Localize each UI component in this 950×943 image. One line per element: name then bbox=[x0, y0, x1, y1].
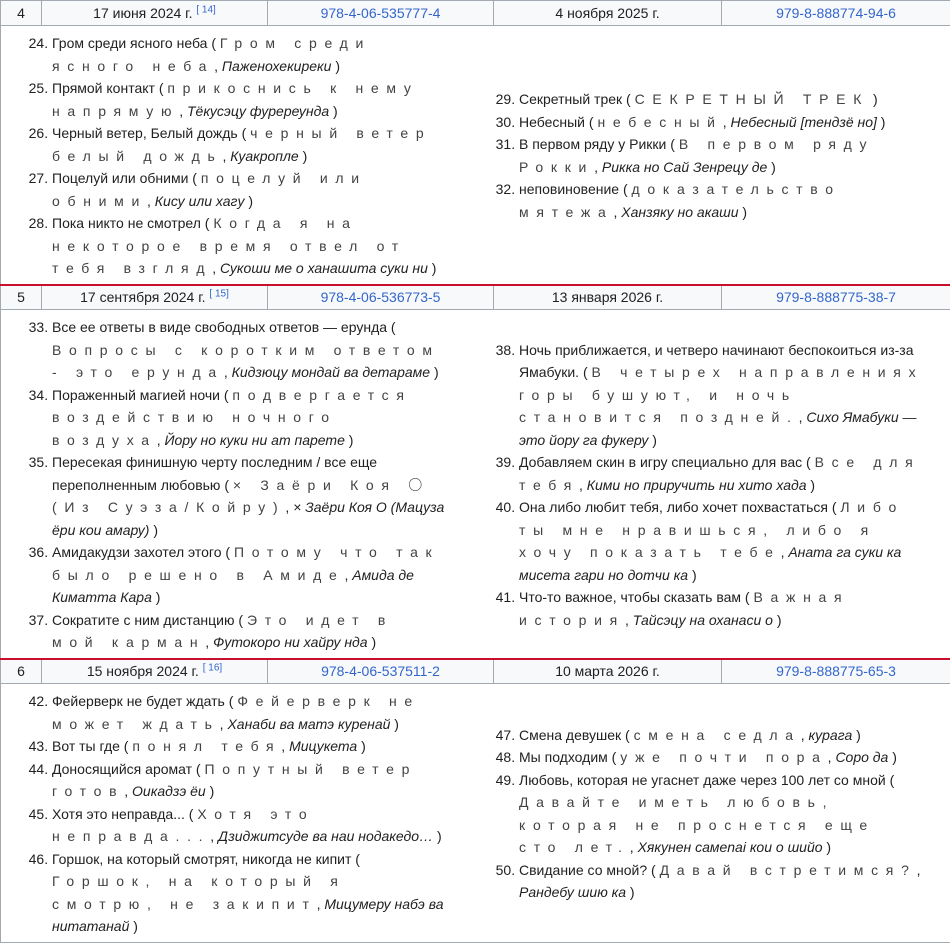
chapter-title: В первом ряду у Рикки bbox=[519, 136, 666, 152]
chapter-title: Любовь, которая не угаснет даже через 100 лет со мной bbox=[519, 772, 886, 788]
chapter-title: Что-то важное, чтобы сказать вам bbox=[519, 589, 741, 605]
japanese-release-date bbox=[42, 285, 268, 310]
chapter-romanization: Оикадзэ ёи bbox=[132, 783, 206, 799]
chapter-romanization: Ханзяку но акаши bbox=[621, 204, 738, 220]
chapter-list-left bbox=[1, 690, 460, 938]
chapter-column-left bbox=[1, 32, 468, 280]
chapter-japanese-title: небесный bbox=[597, 114, 722, 130]
english-release-date: 13 января 2026 г. bbox=[494, 285, 722, 310]
chapter-item: 39. Добавляем скин в игру специально для вас ( Все для тебя, Кими но приручить ни хито хада ) bbox=[519, 451, 935, 496]
chapter-japanese-title: Это идет в мой карман bbox=[52, 612, 393, 651]
chapter-japanese-title: Хотя это неправда... bbox=[52, 806, 314, 845]
chapter-title: неповиновение bbox=[519, 181, 619, 197]
chapter-column-right bbox=[468, 316, 935, 654]
chapter-item: 34. Пораженный магией ночи ( подвергается воздействию ночного воздуха, Йору но куки ни ат парете ) bbox=[52, 384, 460, 452]
japanese-release-date-text: 15 ноября 2024 г. bbox=[87, 663, 199, 679]
english-release-date: 4 ноября 2025 г. bbox=[494, 1, 722, 26]
chapter-japanese-title: поцелуй или обними bbox=[52, 170, 367, 209]
japanese-isbn-link[interactable]: 978-4-06-537511-2 bbox=[268, 659, 494, 684]
chapter-title: Мы подходим bbox=[519, 749, 608, 765]
chapter-japanese-title: × Заёри Коя 〇(Из Суэза/Койру) bbox=[52, 477, 430, 516]
english-isbn-link[interactable]: 979-8-888774-94-6 bbox=[722, 1, 950, 26]
chapter-title: Секретный трек bbox=[519, 91, 622, 107]
chapter-item: 25. Прямой контакт ( прикоснись к нему напрямую, Тёкусэцу фуререунда ) bbox=[52, 77, 460, 122]
chapter-item: 37. Сократите с ним дистанцию ( Это идет в мой карман, Футокоро ни хайру нда ) bbox=[52, 609, 460, 654]
chapter-item: 40. Она либо любит тебя, либо хочет похвастаться ( Либо ты мне нравишься, либо я хочу показать тебе, Аната га суки ка мисета гари но дотчи ка ) bbox=[519, 496, 935, 586]
chapter-item: 28. Пока никто не смотрел ( Когда я на некоторое время отвел от тебя взгляд, Сукоши ме о ханашита суки ни ) bbox=[52, 212, 460, 280]
chapter-item: 49. Любовь, которая не угаснет даже через 100 лет со мной ( Давайте иметь любовь, которая не проснется еще сто лет., Хякунен самenai кои о шийо ) bbox=[519, 769, 935, 859]
volume-chapters-row bbox=[1, 26, 950, 285]
chapter-title: Все ее ответы в виде свободных ответов — ерунда bbox=[52, 319, 387, 335]
chapter-romanization: Кими но приручить ни хито хада bbox=[587, 477, 807, 493]
chapter-japanese-title: Когда я на некоторое время отвел от тебя взгляд bbox=[52, 215, 406, 276]
chapter-japanese-title: Попутный ветер готов bbox=[52, 761, 417, 800]
chapter-japanese-title: В четырех направлениях горы бушуют, и ночь становится поздней. bbox=[519, 364, 923, 425]
reference-link[interactable]: [ 15] bbox=[209, 289, 228, 300]
chapter-item: 26. Черный ветер, Белый дождь ( черный ветер белый дождь, Куакропле ) bbox=[52, 122, 460, 167]
chapter-list-left bbox=[1, 316, 460, 654]
volume-chapters-row bbox=[1, 310, 950, 659]
chapter-item: 47. Смена девушек ( смена седла, курага ) bbox=[519, 724, 935, 747]
chapter-item: 44. Доносящийся аромат ( Попутный ветер готов, Оикадзэ ёи ) bbox=[52, 758, 460, 803]
japanese-release-date bbox=[42, 1, 268, 26]
chapter-japanese-title: Вопросы с коротким ответом - это ерунда bbox=[52, 342, 440, 381]
chapter-title: Небесный bbox=[519, 114, 585, 130]
chapter-romanization: Сихо Ямабуки — это йору га фукеру bbox=[519, 409, 917, 448]
reference-link[interactable]: [ 16] bbox=[203, 663, 222, 674]
chapter-item: 31. В первом ряду у Рикки ( В первом ряду Рокки, Рикка но Сай Зенрецу де ) bbox=[519, 133, 935, 178]
chapter-title: Хотя это неправда... bbox=[52, 806, 185, 822]
chapter-romanization: Тайсэцу на оханаси о bbox=[633, 612, 773, 628]
chapter-title: Пересекая финишную черту последним / все еще переполненным любовью bbox=[52, 454, 377, 493]
chapter-item: 38. Ночь приближается, и четверо начинают беспокоиться из-за Ямабуки. ( В четырех направлениях горы бушуют, и ночь становится поздней., Сихо Ямабуки — это йору га фукеру ) bbox=[519, 339, 935, 452]
chapter-romanization: Кису или хагу bbox=[155, 193, 245, 209]
chapter-japanese-title: подвергается воздействию ночного воздуха bbox=[52, 387, 412, 448]
chapter-list-right bbox=[468, 339, 935, 632]
chapter-item: 32. неповиновение ( доказательство мятежа, Ханзяку но акаши ) bbox=[519, 178, 935, 223]
chapter-japanese-title: Фейерверк не может ждать bbox=[52, 693, 420, 732]
chapter-list-right bbox=[468, 724, 935, 904]
chapter-romanization: Куакропле bbox=[230, 148, 298, 164]
chapter-romanization: Аната га суки ка мисета гари но дотчи ка bbox=[519, 544, 901, 583]
chapter-title: Вот ты где bbox=[52, 738, 120, 754]
chapter-japanese-title: прикоснись к нему напрямую bbox=[52, 80, 419, 119]
chapter-romanization: Сукоши ме о ханашита суки ни bbox=[220, 260, 428, 276]
chapter-japanese-title: Потому что так было решено в Амиде bbox=[52, 544, 439, 583]
chapter-romanization: Хякунен самenai кои о шийо bbox=[638, 839, 823, 855]
chapter-romanization: Тёкусэцу фуререунда bbox=[187, 103, 329, 119]
chapter-title: Прямой контакт bbox=[52, 80, 155, 96]
chapter-item: 33. Все ее ответы в виде свободных ответов — ерунда ( Вопросы с коротким ответом - это ерунда, Кидзюцу мондай ва детараме ) bbox=[52, 316, 460, 384]
chapter-japanese-title: черный ветер белый дождь bbox=[52, 125, 431, 164]
chapters-cell bbox=[1, 310, 950, 659]
chapter-title: Поцелуй или обними bbox=[52, 170, 188, 186]
english-isbn-link[interactable]: 979-8-888775-65-3 bbox=[722, 659, 950, 684]
chapter-japanese-title: Давай встретимся? bbox=[660, 862, 917, 878]
chapter-title: Ночь приближается, и четверо начинают беспокоиться из-за Ямабуки. bbox=[519, 342, 914, 381]
chapter-title: Фейерверк не будет ждать bbox=[52, 693, 225, 709]
chapter-romanization: Йору но куки ни ат парете bbox=[165, 432, 345, 448]
chapter-romanization: Соро да bbox=[835, 749, 888, 765]
chapter-romanization: Ханаби ва матэ куренай bbox=[227, 716, 390, 732]
chapter-romanization: Паженохекиреки bbox=[222, 58, 332, 74]
chapter-japanese-title: уже почти пора bbox=[620, 749, 827, 765]
chapter-romanization: Дзиджитсуде ва наи нодакедо… bbox=[218, 828, 433, 844]
chapter-columns bbox=[1, 32, 950, 280]
chapter-title: Сократите с ним дистанцию bbox=[52, 612, 235, 628]
chapter-japanese-title: Давайте иметь любовь, которая не проснется еще сто лет. bbox=[519, 794, 875, 855]
japanese-isbn-link[interactable]: 978-4-06-536773-5 bbox=[268, 285, 494, 310]
chapter-japanese-title: Гром среди ясного неба bbox=[52, 35, 371, 74]
chapter-japanese-title: смена седла bbox=[634, 727, 801, 743]
volume-number: 4 bbox=[1, 1, 42, 26]
chapter-romanization: Рандебу шию ка bbox=[519, 884, 626, 900]
volumes-table-body bbox=[1, 1, 950, 943]
japanese-release-date-text: 17 июня 2024 г. bbox=[93, 5, 192, 21]
english-isbn-link[interactable]: 979-8-888775-38-7 bbox=[722, 285, 950, 310]
chapter-title: Добавляем скин в игру специально для вас bbox=[519, 454, 802, 470]
chapter-romanization: Мицумеру набэ ва нитатанай bbox=[52, 896, 443, 935]
chapter-item: 27. Поцелуй или обними ( поцелуй или обними, Кису или хагу ) bbox=[52, 167, 460, 212]
chapter-romanization: Мицукета bbox=[289, 738, 357, 754]
chapter-japanese-title: понял тебя bbox=[132, 738, 281, 754]
chapter-romanization: Рикка но Сай Зенрецу де bbox=[602, 159, 767, 175]
volume-number: 5 bbox=[1, 285, 42, 310]
chapter-title: Смена девушек bbox=[519, 727, 621, 743]
chapter-japanese-title: доказательство мятежа bbox=[519, 181, 841, 220]
japanese-isbn-link[interactable]: 978-4-06-535777-4 bbox=[268, 1, 494, 26]
chapter-item: 48. Мы подходим ( уже почти пора, Соро да ) bbox=[519, 746, 935, 769]
chapter-romanization: × Заёри Коя О (Мацуза ёри кои амару) bbox=[52, 499, 444, 538]
chapter-japanese-title: Либо ты мне нравишься, либо я хочу показать тебе bbox=[519, 499, 904, 560]
chapter-title: Пока никто не смотрел bbox=[52, 215, 201, 231]
chapter-item: 35. Пересекая финишную черту последним / все еще переполненным любовью ( × Заёри Коя 〇(Из Суэза/Койру), × Заёри Коя О (Мацуза ёри кои амару) ) bbox=[52, 451, 460, 541]
japanese-release-date-text: 17 сентября 2024 г. bbox=[80, 289, 205, 305]
chapter-item: 24. Гром среди ясного неба ( Гром среди ясного неба, Паженохекиреки ) bbox=[52, 32, 460, 77]
chapter-title: Свидание со мной? bbox=[519, 862, 647, 878]
english-release-date: 10 марта 2026 г. bbox=[494, 659, 722, 684]
chapter-item: 36. Амидакудзи захотел этого ( Потому что так было решено в Амиде, Амида де Киматта Кара ) bbox=[52, 541, 460, 609]
chapter-item: 42. Фейерверк не будет ждать ( Фейерверк не может ждать, Ханаби ва матэ куренай ) bbox=[52, 690, 460, 735]
chapter-item: 30. Небесный ( небесный, Небесный [тендзё но] ) bbox=[519, 111, 935, 134]
chapters-cell bbox=[1, 684, 950, 943]
chapter-title: Горшок, на который смотрят, никогда не кипит bbox=[52, 851, 351, 867]
chapter-romanization: Амида де Киматта Кара bbox=[52, 567, 414, 606]
volume-header-row bbox=[1, 285, 950, 310]
chapter-title: Амидакудзи захотел этого bbox=[52, 544, 221, 560]
chapter-column-left bbox=[1, 316, 468, 654]
volume-number: 6 bbox=[1, 659, 42, 684]
chapter-japanese-title: Горшок, на который я смотрю, не закипит bbox=[52, 873, 346, 912]
japanese-release-date bbox=[42, 659, 268, 684]
chapter-title: Пораженный магией ночи bbox=[52, 387, 220, 403]
volume-header-row bbox=[1, 659, 950, 684]
chapter-item: 46. Горшок, на который смотрят, никогда не кипит ( Горшок, на который я смотрю, не закипит, Мицумеру набэ ва нитатанай ) bbox=[52, 848, 460, 938]
chapter-japanese-title: Важная история bbox=[519, 589, 849, 628]
chapter-title: Гром среди ясного неба bbox=[52, 35, 207, 51]
chapter-column-right bbox=[468, 32, 935, 280]
chapter-item: 45. Хотя это неправда... ( Хотя это неправда..., Дзиджитсуде ва наи нодакедо… ) bbox=[52, 803, 460, 848]
chapter-title: Доносящийся аромат bbox=[52, 761, 192, 777]
chapter-japanese-title: СЕКРЕТНЫЙ ТРЕК bbox=[635, 91, 869, 107]
reference-link[interactable]: [ 14] bbox=[196, 4, 215, 15]
chapter-romanization: курага bbox=[809, 727, 853, 743]
chapter-item: 41. Что-то важное, чтобы сказать вам ( Важная история, Тайсэцу на оханаси о ) bbox=[519, 586, 935, 631]
chapter-list-right bbox=[468, 88, 935, 223]
chapter-japanese-title: В первом ряду Рокки bbox=[519, 136, 874, 175]
chapter-title: Она либо любит тебя, либо хочет похвастаться bbox=[519, 499, 828, 515]
volume-chapters-row bbox=[1, 684, 950, 943]
chapter-item: 50. Свидание со мной? ( Давай встретимся?, Рандебу шию ка ) bbox=[519, 859, 935, 904]
chapter-column-left bbox=[1, 690, 468, 938]
chapter-item: 43. Вот ты где ( понял тебя, Мицукета ) bbox=[52, 735, 460, 758]
chapter-romanization: Кидзюцу мондай ва детараме bbox=[232, 364, 430, 380]
chapter-romanization: Футокоро ни хайру нда bbox=[213, 634, 368, 650]
chapter-item: 29. Секретный трек ( СЕКРЕТНЫЙ ТРЕК ) bbox=[519, 88, 935, 111]
chapter-japanese-title: Все для тебя bbox=[519, 454, 920, 493]
chapter-title: Черный ветер, Белый дождь bbox=[52, 125, 238, 141]
volume-header-row bbox=[1, 1, 950, 26]
chapter-list-left bbox=[1, 32, 460, 280]
chapters-cell bbox=[1, 26, 950, 285]
chapter-column-right bbox=[468, 690, 935, 938]
chapter-romanization: Небесный [тендзё но] bbox=[730, 114, 876, 130]
chapter-columns bbox=[1, 690, 950, 938]
chapter-columns bbox=[1, 316, 950, 654]
